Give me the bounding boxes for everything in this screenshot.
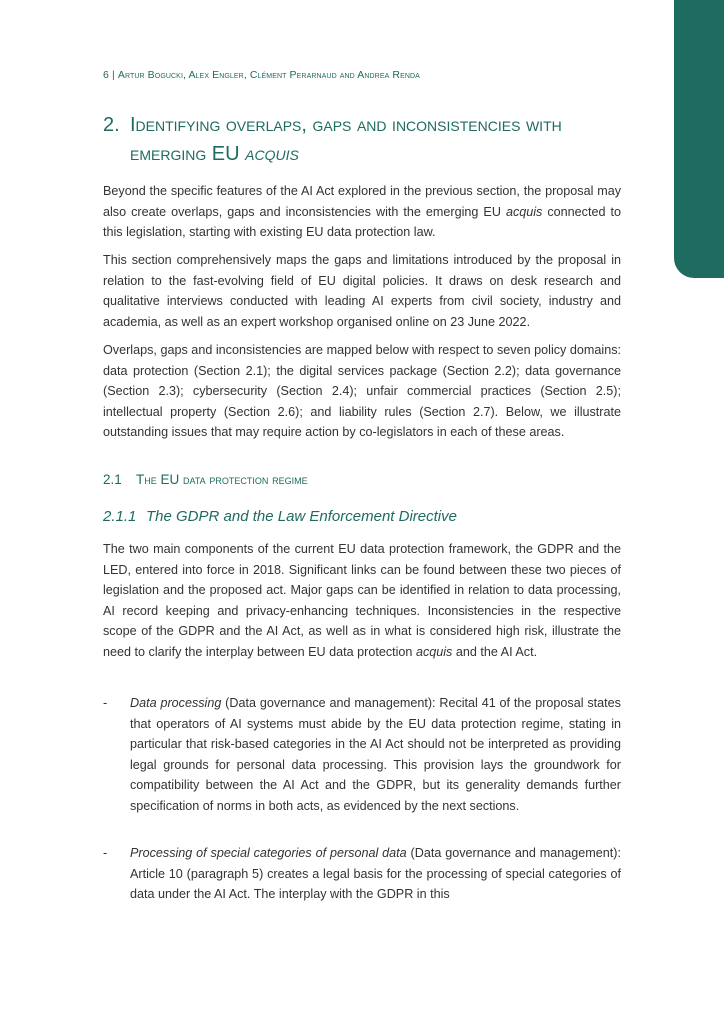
body-paragraph: The two main components of the current EU data protection framework, the GDPR and the LED, entered into force in 2018. Significant links can be found between these two pieces of legislation and the proposed act. Major gaps can be identified in relation to data processing, AI record keeping and privacy-enhancing techniques. Inconsistencies in the respective scope of the GDPR and the AI Act, as well as in what is considered high risk, illustrate the need to clarify the interplay between EU data protection acquis and the AI Act.	[103, 542, 621, 659]
intro-paragraph-1: Beyond the specific features of the AI Act explored in the previous section, the proposal may also create overlaps, gaps and inconsistencies with the emerging EU acquis connected to this legislation, starting with existing EU data protection law.	[103, 184, 621, 239]
subsubsection-title: The GDPR and the Law Enforcement Directive	[146, 508, 457, 525]
subsubsection-heading	[103, 508, 457, 525]
header-separator: |	[111, 69, 115, 81]
section-color-tab	[674, 0, 724, 278]
running-header	[103, 69, 420, 81]
bullet-text: Data processing (Data governance and management): Recital 41 of the proposal states that operators of AI systems must abide by the EU data protection regime, stating in particular that risk-based categories in the AI Act should not be interpreted as providing legal grounds for personal data processing. This provision lays the groundwork for compatibility between the AI Act and the GDPR, but its generality demands further specification of norms in both acts, as evidenced by the next sections.	[130, 696, 621, 813]
bullet-lead: Processing of special categories of personal data	[130, 846, 407, 860]
section-title-line1: Identifying overlaps, gaps and inconsistencies with	[130, 114, 562, 136]
subsection-title: The EU data protection regime	[136, 472, 308, 487]
section-heading	[103, 111, 603, 169]
intro-paragraph-2: This section comprehensively maps the gaps and limitations introduced by the proposal in relation to the fast-evolving field of EU digital policies. It draws on desk research and qualitative interviews conducted with leading AI experts from civil society, industry and academia, as well as an expert workshop organised online on 23 June 2022.	[103, 253, 621, 329]
list-item	[103, 693, 621, 816]
section-number: 2.	[103, 114, 120, 136]
subsubsection-number: 2.1.1	[103, 508, 137, 525]
list-item	[103, 843, 621, 905]
section-title-line2: emerging EU	[130, 143, 246, 165]
subsection-heading	[103, 472, 308, 487]
bullet-text: Processing of special categories of personal data (Data governance and management): Article 10 (paragraph 5) creates a legal basis for the processing of special categories of data under the AI Act. The interplay with the GDPR in this	[130, 846, 621, 901]
subsection-number: 2.1	[103, 472, 122, 487]
bullet-lead: Data processing	[130, 696, 222, 710]
bullet-dash: -	[103, 846, 108, 860]
header-authors: Artur Bogucki, Alex Engler, Clément Perarnaud and Andrea Renda	[117, 69, 420, 81]
section-title-acquis: acquis	[245, 143, 299, 165]
bullet-dash: -	[103, 696, 108, 710]
page-number: 6	[103, 69, 109, 81]
intro-paragraph-3: Overlaps, gaps and inconsistencies are mapped below with respect to seven policy domains: data protection (Section 2.1); the digital services package (Section 2.2); data governance (Section 2.3); cybersecurity (Section 2.4); unfair commercial practices (Section 2.5); intellectual property (Section 2.6); and liability rules (Section 2.7). Below, we illustrate outstanding issues that may require action by co-legislators in each of these areas.	[103, 343, 621, 439]
